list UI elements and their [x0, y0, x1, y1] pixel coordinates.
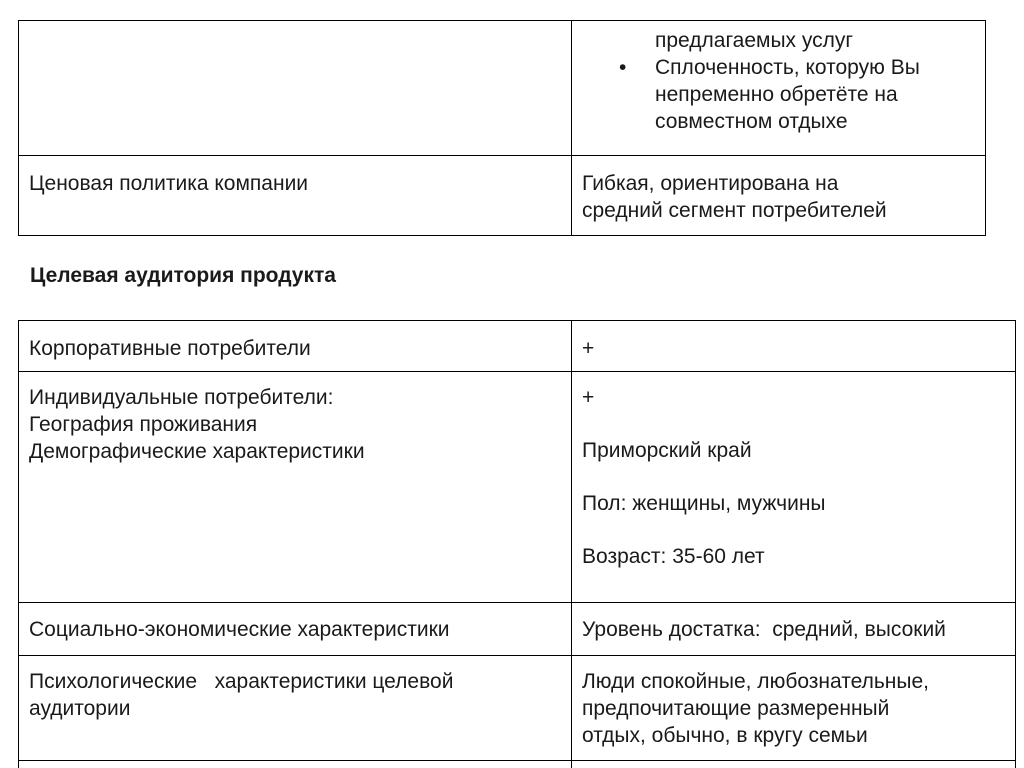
- psychological-label-line: Психологические характеристики целевой: [29, 670, 454, 693]
- individual-label-line: Демографические характеристики: [29, 440, 365, 463]
- socio-value-cell: [572, 603, 1016, 656]
- price-policy-label-cell: [19, 156, 572, 236]
- table-row: [19, 156, 986, 236]
- table-row: [19, 321, 1016, 372]
- psychological-value-line: предпочитающие размеренный: [582, 697, 890, 720]
- corporate-value: +: [582, 337, 595, 360]
- audience-table: [18, 320, 1016, 768]
- corporate-label: Корпоративные потребители: [29, 337, 311, 360]
- empty-cell: [572, 761, 1016, 768]
- individual-value: +: [582, 386, 595, 409]
- price-policy-value-line: средний сегмент потребителей: [582, 199, 887, 222]
- psychological-value-cell: [572, 656, 1016, 761]
- benefits-list: [582, 54, 975, 135]
- empty-cell: [19, 21, 572, 156]
- age-value: Возраст: 35-60 лет: [582, 545, 765, 568]
- psychological-label-cell: [19, 656, 572, 761]
- price-policy-label: Ценовая политика компании: [29, 172, 309, 195]
- individual-label-cell: [19, 372, 572, 603]
- socio-value: Уровень достатка: средний, высокий: [582, 618, 946, 641]
- gender-value: Пол: женщины, мужчины: [582, 492, 826, 515]
- empty-cell: [19, 761, 572, 768]
- corporate-label-cell: [19, 321, 572, 372]
- individual-label-line: География проживания: [29, 413, 258, 436]
- benefits-cell: [572, 21, 986, 156]
- bullet-text-line: совместном отдыхе: [655, 110, 848, 133]
- individual-label-line: Индивидуальные потребители:: [29, 386, 334, 409]
- psychological-label-line: аудитории: [29, 697, 131, 720]
- socio-label-cell: [19, 603, 572, 656]
- continuation-fragment: предлагаемых услуг: [655, 29, 854, 52]
- individual-value-cell: [572, 372, 1016, 603]
- section-heading: Целевая аудитория продукта: [30, 264, 336, 287]
- table-row: [19, 761, 1016, 768]
- table-row: [19, 21, 986, 156]
- psychological-value-line: Люди спокойные, любознательные,: [582, 670, 929, 693]
- corporate-value-cell: [572, 321, 1016, 372]
- price-policy-value-line: Гибкая, ориентирована на: [582, 172, 839, 195]
- bullet-text-line: непременно обретёте на: [655, 83, 898, 106]
- table-row: [19, 372, 1016, 603]
- table-row: [19, 656, 1016, 761]
- socio-label: Социально-экономические характеристики: [29, 618, 450, 641]
- price-policy-value-cell: [572, 156, 986, 236]
- product-table: [18, 20, 986, 236]
- table-row: [19, 603, 1016, 656]
- psychological-value-line: отдых, обычно, в кругу семьи: [582, 724, 868, 747]
- bullet-text-line: Сплоченность, которую Вы: [655, 56, 920, 79]
- list-item: [619, 54, 975, 135]
- bullet-icon: •: [619, 56, 627, 79]
- region-value: Приморский край: [582, 439, 752, 462]
